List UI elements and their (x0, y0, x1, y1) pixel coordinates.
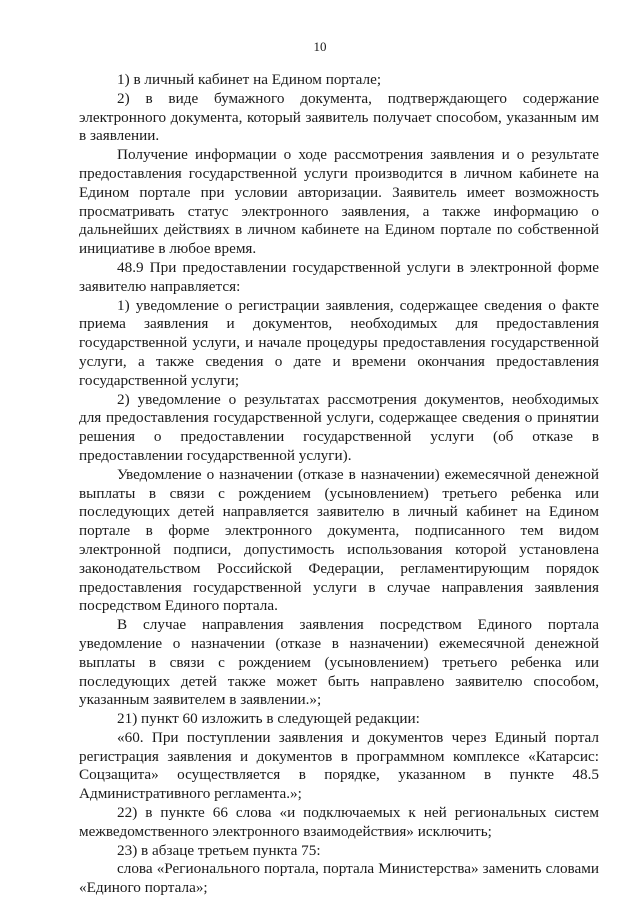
paragraph: Уведомление о назначении (отказе в назначении) ежемесячной денежной выплаты в связи с рождением (усыновлением) третьего ребенка или последующих детей направляется заявителю в личный кабинет на Едином портале в форме электронного документа, подписанного тем видом электронной подписи, допустимость использования которой установлена законодательством Российской Федерации, регламентирующим порядок предоставления государственной услуги в случае направления заявления посредством Единого портала. (79, 465, 599, 615)
page-number: 10 (313, 39, 327, 54)
document-body (79, 71, 599, 898)
paragraph: 48.9 При предоставлении государственной услуги в электронной форме заявителю направляется: (79, 258, 599, 295)
paragraph: 21) пункт 60 изложить в следующей редакции: (117, 710, 420, 728)
paragraph: 2) в виде бумажного документа, подтверждающего содержание электронного документа, который заявитель получает способом, указанным им в заявлении. (79, 89, 599, 145)
paragraph: слова «Регионального портала, портала Министерства» заменить словами «Единого портала»; (79, 860, 599, 897)
paragraph: «60. При поступлении заявления и документов через Единый портал регистрация заявления и документов в программном комплексе «Катарсис: Соцзащита» осуществляется в порядке, указанном в пункте 48.5 Административного регламента.»; (79, 728, 599, 803)
paragraph: 23) в абзаце третьем пункта 75: (117, 841, 321, 859)
paragraph: Получение информации о ходе рассмотрения заявления и о результате предоставления государственной услуги производится в личном кабинете на Едином портале при условии авторизации. Заявитель имеет возможность просматривать статус электронного заявления, а также информацию о дальнейших действиях в личном кабинете на Едином портале по собственной инициативе в любое время. (79, 146, 599, 258)
paragraph: 2) уведомление о результатах рассмотрения документов, необходимых для предоставления государственной услуги, содержащее сведения о принятии решения о предоставлении государственной услуги (об отказе в предоставлении государственной услуги). (79, 390, 599, 464)
paragraph: 1) в личный кабинет на Едином портале; (117, 71, 382, 88)
paragraph: 1) уведомление о регистрации заявления, содержащее сведения о факте приема заявления и документов, необходимых для предоставления государственной услуги, и начале процедуры предоставления государственной услуги, а также сведения о дате и времени окончания предоставления государственной услуги; (79, 296, 599, 389)
paragraph: В случае направления заявления посредством Единого портала уведомление о назначении (отказе в назначении) ежемесячной денежной выплаты в связи с рождением (усыновлением) третьего ребенка или последующих детей также может быть направлено заявителю способом, указанным заявителем в заявлении.»; (79, 616, 599, 709)
paragraph: 22) в пункте 66 слова «и подключаемых к ней региональных систем межведомственного электронного взаимодействия» исключить; (79, 804, 599, 840)
